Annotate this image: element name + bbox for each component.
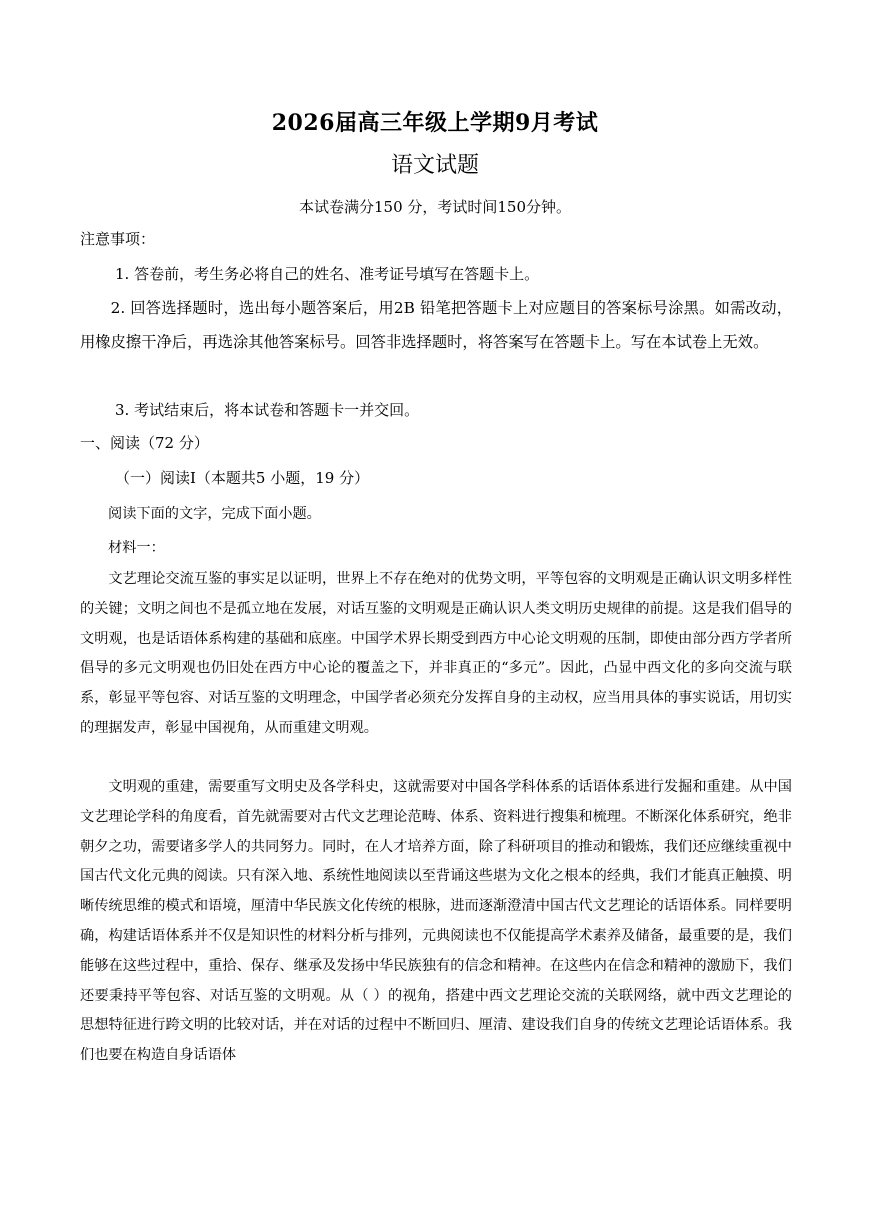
subsection-title: （一）阅读Ⅰ（本题共5 小题，19 分） (115, 469, 370, 487)
notice-item-1: 1. 答卷前，考生务必将自己的姓名、准考证号填写在答题卡上。 (115, 265, 540, 283)
material-paragraph-1: 文艺理论交流互鉴的事实足以证明，世界上不存在绝对的优势文明，平等包容的文明观是正确认识文明多样性的关键；文明之间也不是孤立地在发展，对话互鉴的文明观是正确认识人类文明历史规律的前提。这是我们倡导的文明观，也是话语体系构建的基础和底座。中国学术界长期受到西方中心论文明观的压制，即使由部分西方学者所倡导的多元文明观也仍旧处在西方中心论的覆盖之下，并非真正的“多元”。因此，凸显中西文化的多向交流与联系，彰显平等包容、对话互鉴的文明理念，中国学者必须充分发挥自身的主动权，应当用具体的事实说话，用切实的理据发声，彰显中国视角，从而重建文明观。 (80, 571, 792, 736)
exam-info: 本试卷满分150 分，考试时间150分钟。 (298, 198, 572, 216)
section-title: 一、阅读（72 分） (80, 434, 209, 452)
exam-title: 2026届高三年级上学期9月考试 (271, 110, 599, 136)
notice-item-2: 2. 回答选择题时，选出每小题答案后，用2B 铅笔把答题卡上对应题目的答案标号涂黑。如需改动，用橡皮擦干净后，再选涂其他答案标号。回答非选择题时，将答案写在答题卡上。写在本试卷上无效。 (80, 299, 792, 351)
notice-item-3: 3. 考试结束后，将本试卷和答题卡一并交回。 (115, 401, 420, 419)
material-paragraph-2: 文明观的重建，需要重写文明史及各学科史，这就需要对中国各学科体系的话语体系进行发掘和重建。从中国文艺理论学科的角度看，首先就需要对古代文艺理论范畴、体系、资料进行搜集和梳理。不断深化体系研究，绝非朝夕之功，需要诸多学人的共同努力。同时，在人才培养方面，除了科研项目的推动和锻炼，我们还应继续重视中国古代文化元典的阅读。只有深入地、系统性地阅读以至背诵这些堪为文化之根本的经典，我们才能真正触摸、明晰传统思维的模式和语境，厘清中华民族文化传统的根脉，进而逐渐澄清中国古代文艺理论的话语体系。同样要明确，构建话语体系并不仅是知识性的材料分析与排列，元典阅读也不仅能提高学术素养及储备，最重要的是，我们能够在这些过程中，重拾、保存、继承及发扬中华民族独有的信念和精神。在这些内在信念和精神的激励下，我们还要秉持平等包容、对话互鉴的文明观。从（ ）的视角，搭建中西文艺理论交流的关联网络，就中西文艺理论的思想特征进行跨文明的比较对话，并在对话的过程中不断回归、厘清、建设我们自身的传统文艺理论话语体系。我们也要在构造自身话语体 (80, 779, 792, 1064)
subject-title: 语文试题 (390, 153, 479, 178)
notice-heading: 注意事项： (80, 230, 156, 248)
instruction-text: 阅读下面的文字，完成下面小题。 (108, 506, 321, 522)
material-label: 材料一： (108, 540, 165, 556)
